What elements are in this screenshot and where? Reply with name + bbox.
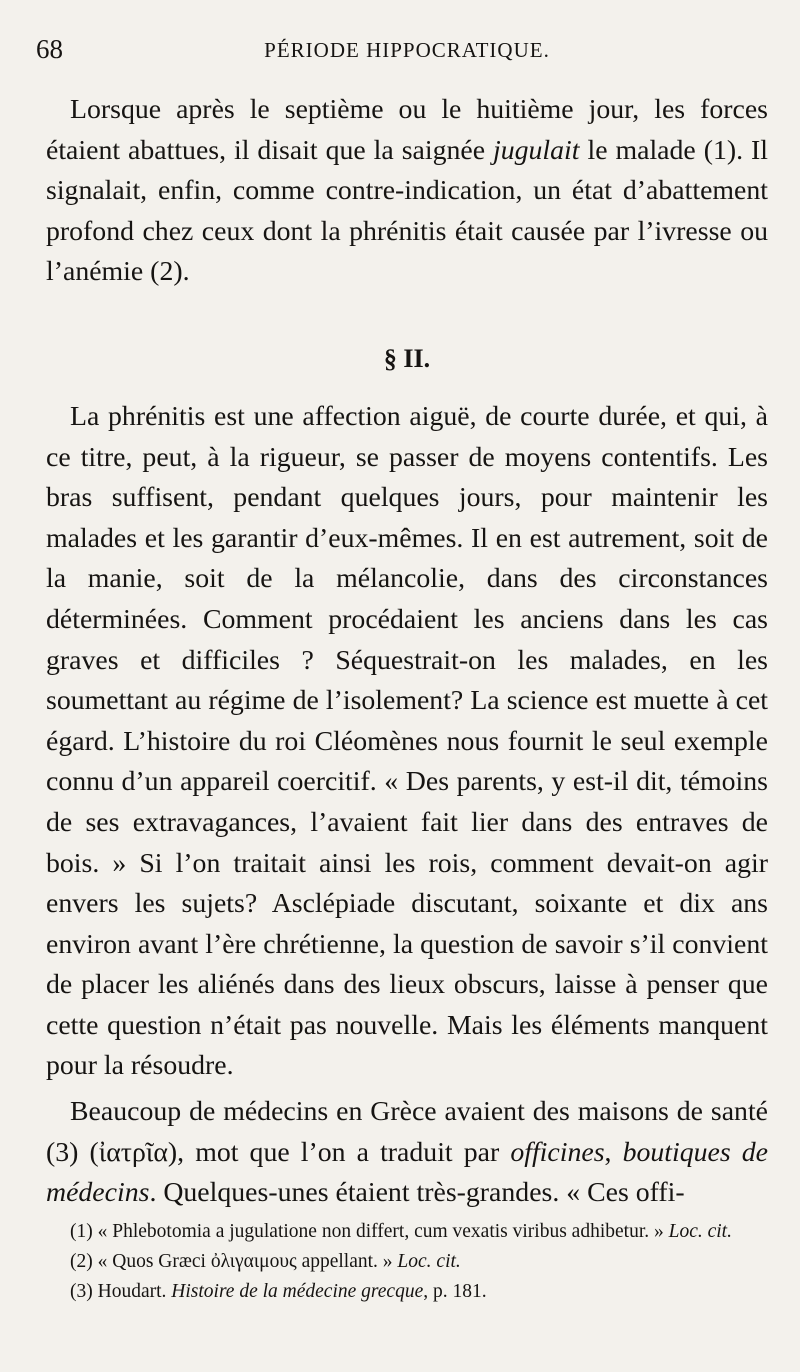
footnote-3: (3) Houdart. Histoire de la médecine grecque, p. 181. [70,1281,487,1302]
footnote-1: (1) « Phlebotomia a jugulatione non differt, cum vexatis viribus adhibetur. » Loc. cit. [70,1221,732,1242]
page-number: 68 [36,34,63,64]
running-title: PÉRIODE HIPPOCRATIQUE. [264,38,550,62]
greek-word: ἰατρῖα [98,1136,168,1168]
running-head [36,30,768,64]
paragraph-phrenitis: La phrénitis est une affection aiguë, de courte durée, et qui, à ce titre, peut, à la rigueur, se passer de moyens contentifs. Les bras suffisent, pendant quelques jours, pour maintenir les malades et les garantir d’eux-mêmes. Il en est autrement, soit de la manie, soit de la mélancolie, dans des circonstances déterminées. Comment procédaient les anciens dans les cas graves et difficiles ? Séquestrait-on les malades, en les soumettant au régime de l’isolement? La science est muette à cet égard. L’histoire du roi Cléomènes nous fournit le seul exemple connu d’un appareil coercitif. « Des parents, y est-il dit, témoins de ses extravagances, l’avaient fait lier dans des entraves de bois. » Si l’on traitait ainsi les rois, comment devait-on agir envers les sujets? Asclépiade discutant, soixante et dix ans environ avant l’ère chrétienne, la question de savoir s’il convient de placer les aliénés dans des lieux obscurs, laisse à penser que cette question n’était pas nouvelle. Mais les éléments manquent pour la résoudre. [46,400,768,1082]
italic-officines: officines [510,1136,605,1168]
italic-boutiques: boutiques de médecins [46,1136,768,1209]
footnote-2: (2) « Quos Græci ὀλιγαιμους appellant. » Loc. cit. [70,1251,461,1272]
book-page [36,30,768,1350]
footnote-2-cite: Loc. cit. [397,1251,461,1272]
footnotes [46,1218,768,1305]
footnote-1-cite: Loc. cit. [668,1221,732,1242]
paragraph-maisons-de-sante: Beaucoup de médecins en Grèce avaient des maisons de santé (3) (ἰατρῖα), mot que l’on a traduit par officines, boutiques de médecins. Quelques-unes étaient très-grandes. « Ces offi- [46,1096,768,1209]
section-heading: § II. [383,343,431,373]
paragraph-bloodletting: Lorsque après le septième ou le huitième jour, les forces étaient abattues, il disait que la saignée jugulait le malade (1). Il signalait, enfin, comme contre-indication, un état d’abattement profond chez ceux dont la phrénitis était causée par l’ivresse ou l’anémie (2). [46,94,768,288]
footnote-2-greek: ὀλιγαιμους [210,1251,297,1272]
footnote-3-title: Histoire de la médecine grecque [171,1281,424,1302]
italic-jugulait: jugulait [493,134,580,166]
